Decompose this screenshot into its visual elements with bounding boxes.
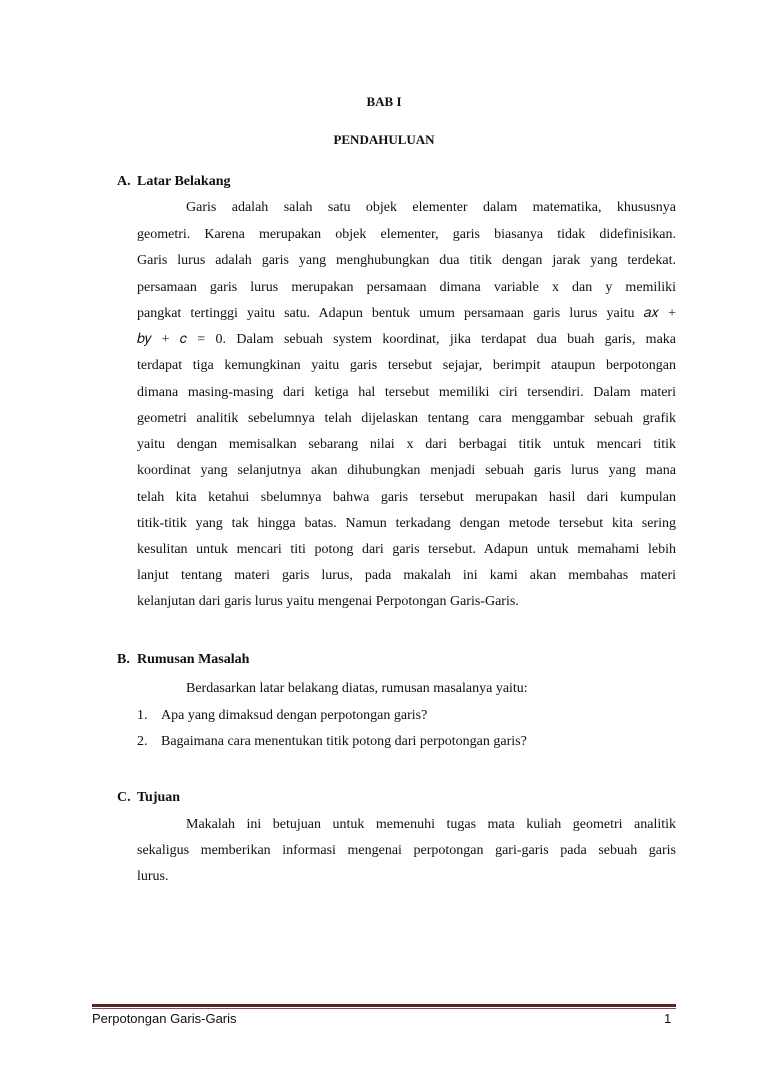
section-b-intro: Berdasarkan latar belakang diatas, rumusan masalanya yaitu: [186,681,528,696]
chapter-title: PENDAHULUAN [333,132,435,147]
paragraph-line: sekaligus memberikan informasi mengenai perpotongan gari-garis pada sebuah garis [137,843,676,858]
list-item [137,734,527,750]
section-b-letter: B. [117,652,130,667]
paragraph-line: Garis adalah salah satu objek elementer dalam matematika, khususnya [186,200,676,215]
list-item [137,708,427,724]
paragraph-line: Makalah ini betujuan untuk memenuhi tugas mata kuliah geometri analitik [186,817,676,832]
paragraph-line: lanjut tentang materi garis lurus, pada makalah ini kami akan membahas materi [137,568,676,583]
paragraph-line: yaitu dengan memisalkan sebarang nilai x dari berbagai titik untuk mencari titik [137,437,676,452]
section-c-letter: C. [117,790,131,805]
paragraph-line: geometri analitik sebelumnya telah dijelaskan tentang cara menggambar sebuah grafik [137,411,676,426]
paragraph-line: titik-titik yang tak hingga batas. Namun terkadang dengan metode tersebut kita sering [137,516,676,531]
paragraph-line: kesulitan untuk mencari titi potong dari garis tersebut. Adapun untuk memahami lebih [137,542,676,557]
section-a-letter: A. [117,174,131,189]
list-number: 2. [137,734,148,749]
paragraph-line: koordinat yang selanjutnya akan dihubungkan menjadi sebuah garis lurus yang mana [137,463,676,478]
list-number: 1. [137,708,148,723]
footer-title: Perpotongan Garis-Garis [92,1011,237,1026]
paragraph-line: pangkat tertinggi yaitu satu. Adapun bentuk umum persamaan garis lurus yaitu 𝑎𝑥 + [137,306,676,321]
section-c-heading: Tujuan [137,790,181,805]
list-text: Apa yang dimaksud dengan perpotongan garis? [161,708,428,723]
page-number: 1 [664,1011,672,1026]
paragraph-line: geometri. Karena merupakan objek elementer, garis biasanya tidak didefinisikan. [137,227,676,242]
paragraph-line: dimana masing-masing dari ketiga hal tersebut memiliki ciri tersendiri. Dalam materi [137,385,676,400]
footer-rule [92,1004,676,1007]
paragraph-line: telah kita ketahui sbelumnya bahwa garis tersebut merupakan hasil dari kumpulan [137,490,676,505]
paragraph-line: 𝑏𝑦 + 𝑐 = 0. Dalam sebuah system koordinat, jika terdapat dua buah garis, maka [137,332,676,347]
chapter-label: BAB I [366,94,402,109]
footer-rule-thin [92,1008,676,1009]
section-a-heading: Latar Belakang [137,174,231,189]
paragraph-line: terdapat tiga kemungkinan yaitu garis tersebut sejajar, berimpit ataupun berpotongan [137,358,676,373]
paragraph-line: kelanjutan dari garis lurus yaitu mengenai Perpotongan Garis-Garis. [137,594,519,609]
section-b-heading: Rumusan Masalah [137,652,250,667]
paragraph-line: Garis lurus adalah garis yang menghubungkan dua titik dengan jarak yang terdekat. [137,253,676,268]
list-text: Bagaimana cara menentukan titik potong dari perpotongan garis? [161,734,527,749]
paragraph-line: persamaan garis lurus merupakan persamaan dimana variable x dan y memiliki [137,280,676,295]
paragraph-line: lurus. [137,869,169,884]
